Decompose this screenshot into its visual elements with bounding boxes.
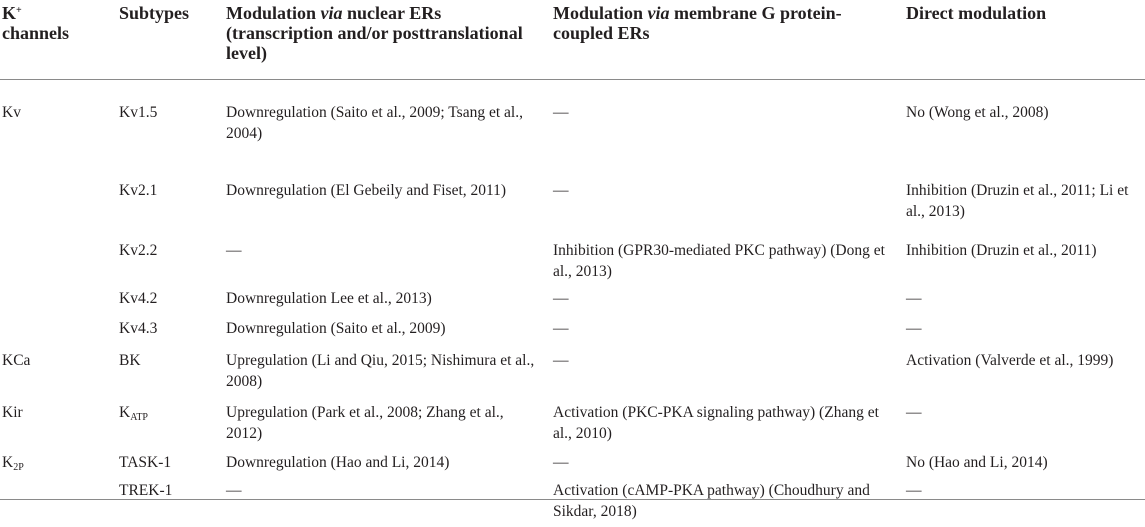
subtype-cell: BK [119,352,141,369]
table-row [0,173,1145,233]
table-bottom-rule [0,499,1145,500]
table-row [0,233,1145,285]
nuclear-cell: Downregulation Lee et al., 2013) [226,290,432,307]
header-nuclear-er: Modulation via nuclear ERs (transcription and/or posttranslational level) [220,0,547,79]
table-row [0,397,1145,447]
membrane-cell: — [553,182,569,199]
nuclear-cell: Downregulation (Saito et al., 2009; Tsang et al., 2004) [226,103,523,142]
direct-cell: — [906,482,922,499]
nuclear-cell: Upregulation (Park et al., 2008; Zhang et al., 2012) [226,404,504,442]
channel-cell [0,285,113,315]
membrane-cell: — [553,320,569,337]
subtype-cell: Kv4.3 [119,320,158,337]
subtype-cell: $K_{ATP}$ [119,404,148,423]
nuclear-cell: Upregulation (Li and Qiu, 2015; Nishimura et al., 2008) [226,352,535,390]
channel-cell [0,477,113,527]
subtype-cell: Kv2.1 [119,182,158,199]
channel-cell: KCa [2,352,31,369]
direct-cell: Inhibition (Druzin et al., 2011; Li et al., 2013) [906,182,1129,220]
membrane-cell: — [553,103,569,121]
direct-cell: — [906,404,922,421]
direct-cell: — [906,320,922,337]
membrane-cell: Activation (PKC-PKA signaling pathway) (Zhang et al., 2010) [553,404,879,442]
header-membrane-er: Modulation via membrane G protein-coupled ERs [547,0,900,79]
nuclear-cell: — [226,242,242,259]
subtype-cell: Kv2.2 [119,242,158,259]
direct-cell: Activation (Valverde et al., 1999) [906,352,1114,369]
channel-cell [0,233,113,285]
membrane-cell: Inhibition (GPR30-mediated PKC pathway) (Dong et al., 2013) [553,242,885,280]
subtype-cell: Kv1.5 [119,103,158,121]
table-header-row [0,0,1145,79]
direct-cell: No (Hao and Li, 2014) [906,454,1048,471]
header-subtypes: Subtypes [113,0,220,79]
table-row [0,79,1145,173]
direct-cell: Inhibition (Druzin et al., 2011) [906,242,1097,259]
channel-cell: $K_{2P}$ [2,454,24,473]
membrane-cell: — [553,352,569,369]
nuclear-cell: — [226,482,242,499]
table-row [0,447,1145,477]
header-k-channels: K+ channels [0,0,113,79]
nuclear-cell: Downregulation (Saito et al., 2009) [226,320,446,337]
table-row [0,477,1145,527]
subtype-cell: TASK-1 [119,454,172,471]
direct-cell: No (Wong et al., 2008) [906,103,1049,121]
table-row [0,315,1145,345]
membrane-cell: — [553,454,569,471]
header-direct-modulation: Direct modulation [900,0,1145,79]
subtype-cell: Kv4.2 [119,290,158,307]
channel-cell: Kv [2,103,21,121]
channel-cell [0,173,113,233]
channel-cell [0,315,113,345]
direct-cell: — [906,290,922,307]
channel-cell: Kir [2,404,23,421]
table-row [0,285,1145,315]
nuclear-cell: Downregulation (El Gebeily and Fiset, 2011) [226,182,507,199]
membrane-cell: Activation (cAMP-PKA pathway) (Choudhury and Sikdar, 2018) [553,482,870,520]
subtype-cell: TREK-1 [119,482,173,499]
nuclear-cell: Downregulation (Hao and Li, 2014) [226,454,450,471]
membrane-cell: — [553,290,569,307]
table-row [0,345,1145,397]
